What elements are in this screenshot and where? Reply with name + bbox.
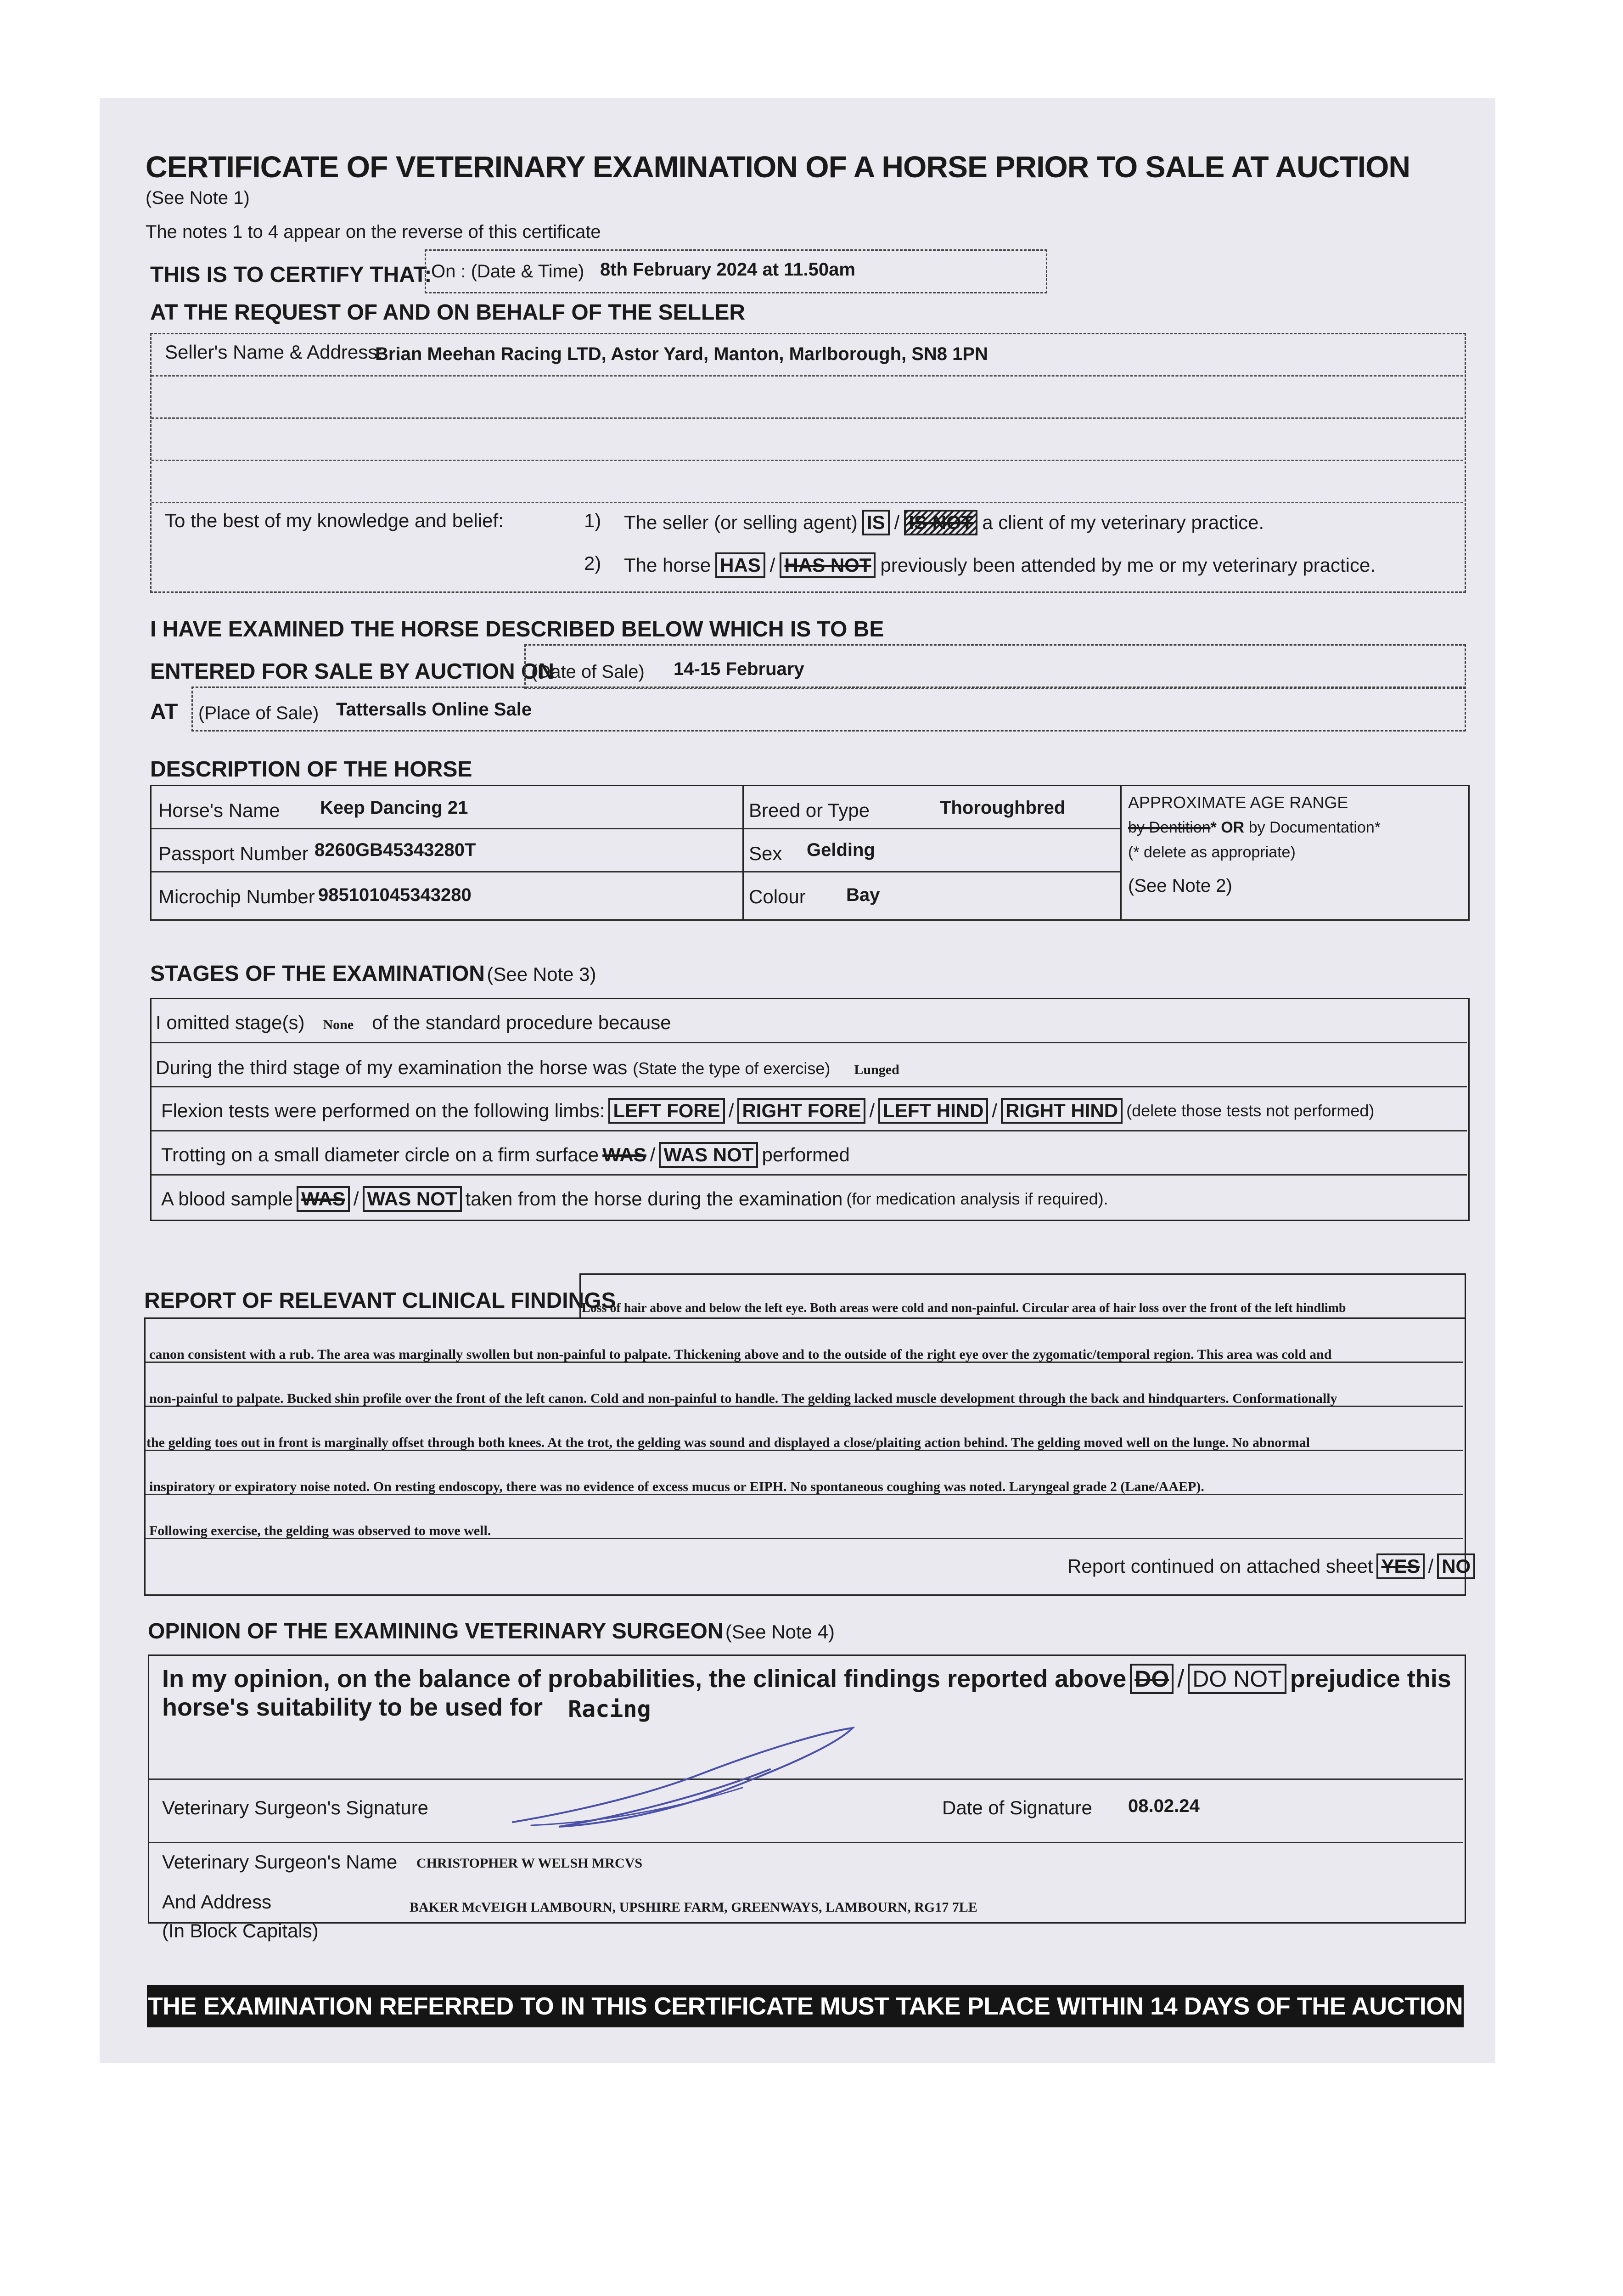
age-delete-note: (* delete as appropriate)	[1128, 844, 1296, 861]
microchip-label: Microchip Number	[158, 886, 315, 907]
seller-value: Brian Meehan Racing LTD, Astor Yard, Manton, Marlborough, SN8 1PN	[375, 344, 988, 364]
age-documentation: by Documentation*	[1248, 819, 1381, 836]
flexion-pre: Flexion tests were performed on the following limbs:	[161, 1100, 605, 1121]
sale-at-label: AT	[150, 700, 178, 724]
seller-divider	[152, 375, 1463, 377]
stages-divider	[152, 1042, 1467, 1043]
breed-label: Breed or Type	[749, 799, 870, 821]
report-line: Loss of hair above and below the left eye. Both areas were cold and non-painful. Circular area of hair loss over the front of the left hindlimb	[582, 1301, 1346, 1315]
flexion-post: (delete those tests not performed)	[1126, 1101, 1375, 1120]
belief-item1-post: a client of my veterinary practice.	[982, 512, 1264, 533]
description-row-divider	[152, 871, 1120, 872]
opinion-do: DO	[1130, 1664, 1174, 1694]
passport-value: 8260GB45343280T	[314, 840, 476, 860]
flexion-right-fore: RIGHT FORE	[737, 1098, 865, 1124]
sale-date-label: (Date of Sale)	[531, 662, 645, 682]
seller-divider	[152, 460, 1463, 461]
report-line: the gelding toes out in front is marginally offset through both knees. At the trot, the gelding was sound and displayed a close/plaiting action behind. The gelding moved well on the lunge. No abnormal	[146, 1435, 1310, 1450]
report-line: Following exercise, the gelding was observed to move well.	[149, 1523, 491, 1538]
belief-item2-post: previously been attended by me or my veterinary practice.	[880, 554, 1376, 576]
flexion-right-hind: RIGHT HIND	[1001, 1098, 1123, 1124]
age-or: * OR	[1210, 819, 1245, 836]
sex-value: Gelding	[807, 840, 875, 860]
seller-divider	[152, 417, 1463, 419]
trot-was-not: WAS NOT	[659, 1142, 758, 1168]
report-line: canon consistent with a rub. The area was marginally swollen but non-painful to palpate. Thickening above and to the outside of the right eye over the zygomatic/temporal region. This area was cold and	[149, 1347, 1332, 1362]
footer-banner: THE EXAMINATION REFERRED TO IN THIS CERTIFICATE MUST TAKE PLACE WITHIN 14 DAYS OF THE AUCTION	[147, 1985, 1464, 2027]
blood-was: WAS	[297, 1186, 350, 1212]
stages-heading-note: (See Note 3)	[487, 963, 596, 985]
belief-item2	[624, 552, 1376, 578]
stages-divider	[152, 1130, 1467, 1131]
opinion-use-value: Racing	[568, 1696, 651, 1722]
surgeon-name-label: Veterinary Surgeon's Name	[162, 1851, 398, 1873]
separator: /	[894, 512, 900, 533]
sale-date-box	[524, 644, 1466, 689]
stages-divider	[152, 1174, 1467, 1176]
report-continued	[1067, 1553, 1475, 1579]
age-dentition: by Dentition	[1128, 819, 1211, 836]
omitted-pre: I omitted stage(s)	[156, 1012, 305, 1033]
opinion-line2-pre: horse's suitability to be used for	[162, 1694, 543, 1721]
report-line: inspiratory or expiratory noise noted. On resting endoscopy, there was no evidence of excess mucus or EIPH. No spontaneous coughing was noted. Laryngeal grade 2 (Lane/AAEP).	[149, 1479, 1204, 1494]
breed-value: Thoroughbred	[940, 798, 1066, 818]
trot-pre: Trotting on a small diameter circle on a firm surface	[161, 1144, 599, 1165]
date-signature-value: 08.02.24	[1128, 1796, 1200, 1816]
separator: /	[1177, 1665, 1185, 1693]
third-stage-hint: (State the type of exercise)	[633, 1059, 831, 1078]
blood-pre: A blood sample	[161, 1188, 293, 1210]
opinion-divider	[149, 1842, 1463, 1843]
microchip-value: 985101045343280	[318, 885, 472, 905]
description-col-divider	[742, 786, 744, 919]
signature-icon	[504, 1719, 880, 1838]
horse-name-value: Keep Dancing 21	[320, 798, 468, 818]
certify-on-label: On : (Date & Time)	[431, 261, 584, 281]
sale-place-label: (Place of Sale)	[198, 703, 319, 723]
blood-row	[161, 1186, 1108, 1212]
notes-line: The notes 1 to 4 appear on the reverse of this certificate	[146, 222, 601, 242]
horse-name-label: Horse's Name	[158, 799, 280, 821]
belief-item2-num: 2)	[584, 552, 601, 574]
description-heading: DESCRIPTION OF THE HORSE	[150, 757, 472, 782]
opinion-do-not: DO NOT	[1188, 1664, 1286, 1694]
separator: /	[992, 1100, 998, 1121]
opinion-heading: OPINION OF THE EXAMINING VETERINARY SURGEON	[148, 1619, 724, 1643]
belief-item1-num: 1)	[584, 510, 601, 531]
report-continued-no: NO	[1437, 1553, 1475, 1579]
age-heading: APPROXIMATE AGE RANGE	[1128, 793, 1348, 812]
age-see-note: (See Note 2)	[1128, 876, 1232, 896]
separator: /	[1428, 1555, 1434, 1577]
request-heading: AT THE REQUEST OF AND ON BEHALF OF THE SELLER	[150, 300, 745, 325]
trot-row	[161, 1142, 850, 1168]
sale-date-value: 14-15 February	[674, 659, 804, 679]
trot-post: performed	[762, 1144, 850, 1165]
omitted-post: of the standard procedure because	[372, 1012, 671, 1033]
passport-label: Passport Number	[158, 843, 309, 864]
see-note-1: (See Note 1)	[146, 188, 250, 208]
opinion-heading-row	[148, 1619, 835, 1644]
omitted-row	[156, 1012, 671, 1034]
sale-place-value: Tattersalls Online Sale	[336, 699, 532, 720]
stages-heading-row	[150, 961, 596, 986]
colour-value: Bay	[846, 885, 880, 905]
belief-item2-has: HAS	[715, 552, 765, 578]
address-label-1: And Address	[162, 1891, 272, 1913]
blood-was-not: WAS NOT	[363, 1186, 462, 1212]
separator: /	[728, 1100, 734, 1121]
seller-label: Seller's Name & Address:	[165, 341, 383, 363]
blood-post: taken from the horse during the examination	[465, 1188, 843, 1210]
flexion-row	[161, 1098, 1374, 1124]
separator: /	[869, 1100, 875, 1121]
surgeon-name-value: CHRISTOPHER W WELSH MRCVS	[416, 1856, 643, 1871]
age-options	[1128, 819, 1381, 837]
opinion-line1-pre: In my opinion, on the balance of probabilities, the clinical findings reported above	[162, 1665, 1127, 1693]
third-stage-pre: During the third stage of my examination the horse was	[156, 1057, 628, 1078]
belief-item1-is-not: IS NOT	[904, 510, 977, 535]
description-col-divider	[1120, 786, 1122, 919]
third-stage-row	[156, 1057, 899, 1079]
seller-divider	[152, 502, 1463, 503]
belief-item1	[624, 510, 1264, 535]
examined-line2: ENTERED FOR SALE BY AUCTION ON	[150, 659, 555, 684]
report-line: non-painful to palpate. Bucked shin profile over the front of the left canon. Cold and non-painful to handle. The gelding lacked muscle development through the back and hindquarters. Conformationally	[149, 1391, 1337, 1406]
stages-heading: STAGES OF THE EXAMINATION	[150, 962, 485, 986]
colour-label: Colour	[749, 886, 806, 907]
signature-label: Veterinary Surgeon's Signature	[162, 1797, 429, 1818]
report-continued-label: Report continued on attached sheet	[1067, 1555, 1373, 1577]
belief-label: To the best of my knowledge and belief:	[165, 510, 504, 531]
belief-item1-is: IS	[862, 510, 890, 535]
report-heading: REPORT OF RELEVANT CLINICAL FINDINGS	[144, 1289, 616, 1313]
certificate-title: CERTIFICATE OF VETERINARY EXAMINATION OF A HORSE PRIOR TO SALE AT AUCTION	[146, 150, 1410, 184]
opinion-line1-post: prejudice this	[1290, 1665, 1451, 1693]
separator: /	[650, 1144, 656, 1165]
examined-line1: I HAVE EXAMINED THE HORSE DESCRIBED BELOW WHICH IS TO BE	[150, 617, 884, 642]
date-signature-label: Date of Signature	[942, 1797, 1092, 1818]
belief-item1-pre: The seller (or selling agent)	[624, 512, 858, 533]
blood-hint: (for medication analysis if required).	[846, 1189, 1108, 1208]
separator: /	[353, 1188, 359, 1210]
opinion-heading-note: (See Note 4)	[725, 1621, 835, 1643]
third-stage-value: Lunged	[854, 1062, 899, 1077]
belief-item2-pre: The horse	[624, 554, 711, 576]
separator: /	[769, 554, 775, 576]
belief-item2-has-not: HAS NOT	[780, 552, 876, 578]
trot-was: WAS	[602, 1144, 646, 1165]
description-row-divider	[152, 828, 1120, 829]
certify-on-value: 8th February 2024 at 11.50am	[600, 259, 855, 280]
stages-divider	[152, 1086, 1467, 1087]
flexion-left-fore: LEFT FORE	[608, 1098, 724, 1124]
opinion-line1	[162, 1664, 1451, 1694]
sex-label: Sex	[749, 843, 782, 864]
address-label-2: (In Block Capitals)	[162, 1920, 319, 1941]
report-continued-yes: YES	[1376, 1553, 1424, 1579]
omitted-value: None	[323, 1017, 354, 1032]
certificate-sheet	[100, 98, 1495, 2063]
surgeon-address-value: BAKER McVEIGH LAMBOURN, UPSHIRE FARM, GREENWAYS, LAMBOURN, RG17 7LE	[410, 1900, 977, 1915]
certify-label: THIS IS TO CERTIFY THAT:	[150, 263, 432, 287]
flexion-left-hind: LEFT HIND	[878, 1098, 988, 1124]
